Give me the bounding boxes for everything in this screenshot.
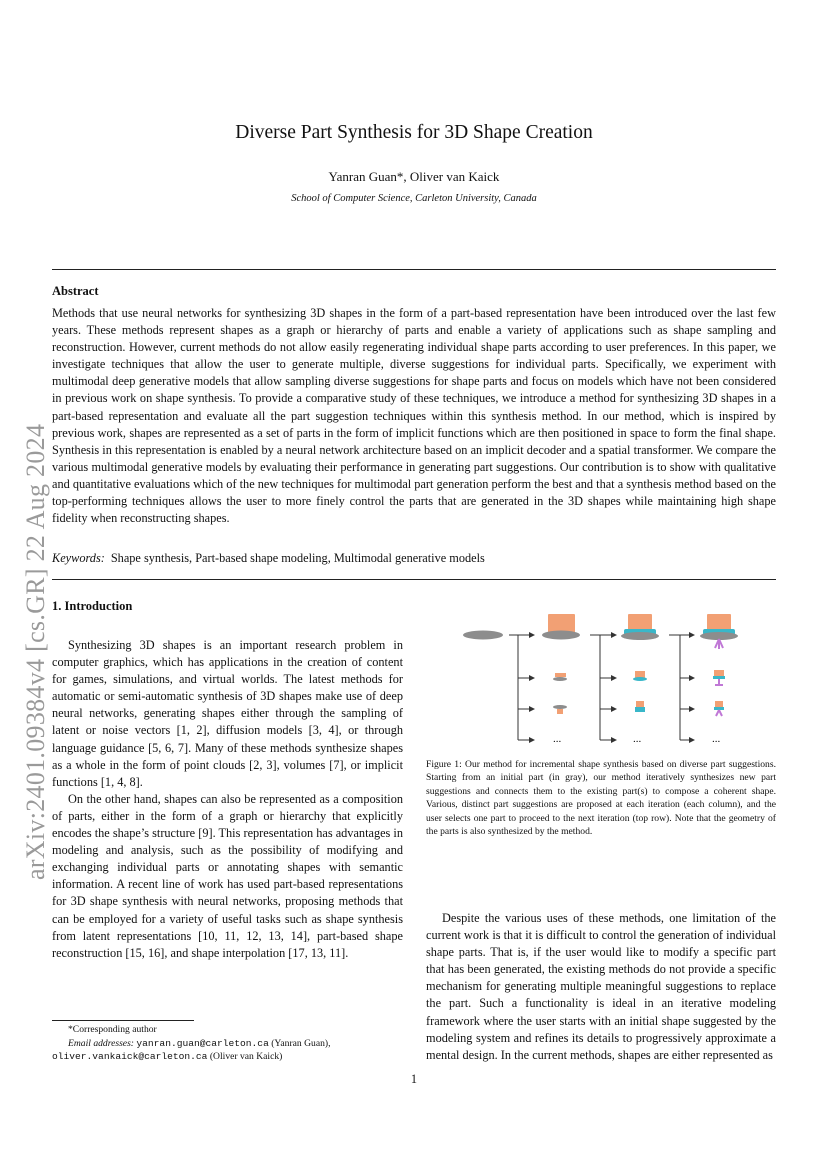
part-cyan (714, 707, 724, 710)
keywords-label: Keywords: (52, 551, 105, 565)
part-orange (636, 701, 644, 707)
left-column (52, 637, 403, 962)
page-number: 1 (410, 1072, 418, 1086)
part-orange (714, 670, 724, 677)
footnote-emails (52, 1037, 403, 1051)
part-suggestion-purple (715, 679, 723, 685)
footnote-rule (52, 1020, 194, 1021)
bottom-rule (52, 579, 776, 580)
top-rule (52, 269, 776, 270)
part-orange (635, 671, 645, 678)
abstract-heading: Abstract (52, 284, 99, 298)
part-suggestion-cyan (635, 707, 645, 712)
initial-part-gray (463, 631, 503, 640)
footnote-corresponding: *Corresponding author (68, 1024, 157, 1035)
abstract-text: Methods that use neural networks for synthesizing 3D shapes in the form of a part-based representation have been introduced over the last few years. These methods represent shapes as a graph or hierarchy of parts and enable a variety of applications such as shape sampling and reconstruction. However, current methods do not allow easily regenerating individual shape parts according to user preferences. In this paper, we investigate techniques that allow the user to generate multiple, diverse suggestions for individual parts. Specifically, we experiment with multimodal deep generative models that allow sampling diverse suggestions for shape parts and focus on models which have not been considered in previous work on shape synthesis. To provide a comparative study of these techniques, we introduce a method for synthesizing 3D shapes in a part-based representation and evaluate all the part suggestion techniques within this synthesis method. In our method, which is inspired by previous work, shapes are represented as a set of parts in the form of implicit functions which are then positioned in space to form the final shape. Synthesis in this representation is enabled by a neural network architecture based on an implicit decoder and a spatial transformer. We compare the various multimodal generative models by evaluating their performance in generating part suggestions. Our contribution is to show with qualitative and quantitative evaluations which of the new techniques for multimodal part generation perform the best and that a synthesis method based on the top-performing techniques allows the user to more finely control the parts that are generated in the 3D shapes while maintaining high shape fidelity when reconstructing shapes. (52, 306, 776, 526)
email-label: Email addresses: (68, 1037, 134, 1049)
arxiv-id: arXiv:2401.09384v4 [cs.GR] 22 Aug 2024 (21, 423, 50, 880)
body-paragraph: Despite the various uses of these methods, one limitation of the current work is that it is difficult to control the generation of individual shape parts. That is, if the user would like to modify a specific part that has been generated, the existing methods do not provide a specific mechanism for generating multiple meaningful suggestions to replace the part. Such a functionality is ideal in an iterative modeling framework where the user starts with an initial shape suggested by the modeling system and refines its details to progressively approximate a mental design. In the current methods, shapes are either represented as (426, 911, 776, 1062)
right-column (426, 910, 776, 1064)
part-orange (715, 701, 723, 707)
footnote-emails-cont (52, 1050, 403, 1064)
part-suggestion-cyan (633, 677, 647, 681)
ellipsis: ... (553, 733, 562, 745)
arxiv-stamp (21, 423, 50, 881)
email-owner: (Yanran Guan), (271, 1037, 331, 1049)
figure-diagram (426, 612, 776, 752)
email-owner: (Oliver van Kaick) (209, 1051, 283, 1063)
affiliation: School of Computer Science, Carleton University, Canada (291, 193, 537, 204)
part-gray (621, 632, 659, 640)
part-gray (542, 631, 580, 640)
ellipsis: ... (712, 733, 721, 745)
part-suggestion-orange (548, 614, 575, 633)
part-suggestion-purple (716, 710, 722, 716)
email-link[interactable]: yanran.guan@carleton.ca (136, 1037, 269, 1049)
part-gray (700, 632, 738, 640)
ellipsis: ... (633, 733, 642, 745)
paper-title: Diverse Part Synthesis for 3D Shape Creation (235, 122, 593, 143)
part-gray (553, 677, 567, 681)
part-suggestion-purple (715, 639, 723, 649)
intro-paragraph: On the other hand, shapes can also be represented as a composition of parts, either in the form of a graph or hierarchy that explicitly encodes the shape’s structure [9]. This representation has advantages in modeling and analysis, such as the possibility of modifying and exchanging individual parts or annotating shapes with semantic information. A recent line of work has used part-based representations for 3D shape synthesis with neural networks, proposing methods that can be employed for a variety of useful tasks such as shape synthesis from latent representations [10, 11, 12, 13, 14], part-based shape reconstruction [15, 16], and shape interpolation [17, 13, 11]. (52, 791, 403, 960)
keywords (52, 551, 776, 566)
part-gray (553, 705, 567, 709)
figure-caption: Figure 1: Our method for incremental shape synthesis based on diverse part suggestions. Starting from an initial part (in gray), our method iteratively synthesizes new part suggestions and connects them to the existing part(s) to compose a coherent shape. Various, distinct part suggestions are proposed at each iteration (each column), and the user selects one part to proceed to the next iteration (top row). Note that the geometry of the parts is also synthesized by the method. (426, 759, 776, 838)
figure-1 (426, 612, 776, 752)
part-orange (628, 614, 652, 631)
part-cyan (713, 676, 725, 679)
authors: Yanran Guan*, Oliver van Kaick (328, 169, 500, 184)
keywords-text: Shape synthesis, Part-based shape modeling, Multimodal generative models (110, 551, 485, 565)
part-suggestion-orange (557, 709, 563, 714)
part-suggestion-orange (555, 673, 566, 677)
part-orange (707, 614, 731, 631)
footnotes (52, 1023, 403, 1064)
section-heading: 1. Introduction (52, 599, 133, 613)
intro-paragraph: Synthesizing 3D shapes is an important research problem in computer graphics, which has applications in the creation of content for games, simulations, and virtual worlds. The latest methods for automatic or semi-automatic synthesis of 3D shapes make use of deep neural networks, generating shapes either through the sampling of latent or noise vectors [1, 2], diffusion models [3, 4], or through language guidance [5, 6, 7]. Many of these methods synthesize shapes as a whole in the form of point clouds [2, 3], volumes [7], or implicit functions [1, 4, 8]. (52, 638, 403, 789)
email-link[interactable]: oliver.vankaick@carleton.ca (52, 1051, 208, 1063)
